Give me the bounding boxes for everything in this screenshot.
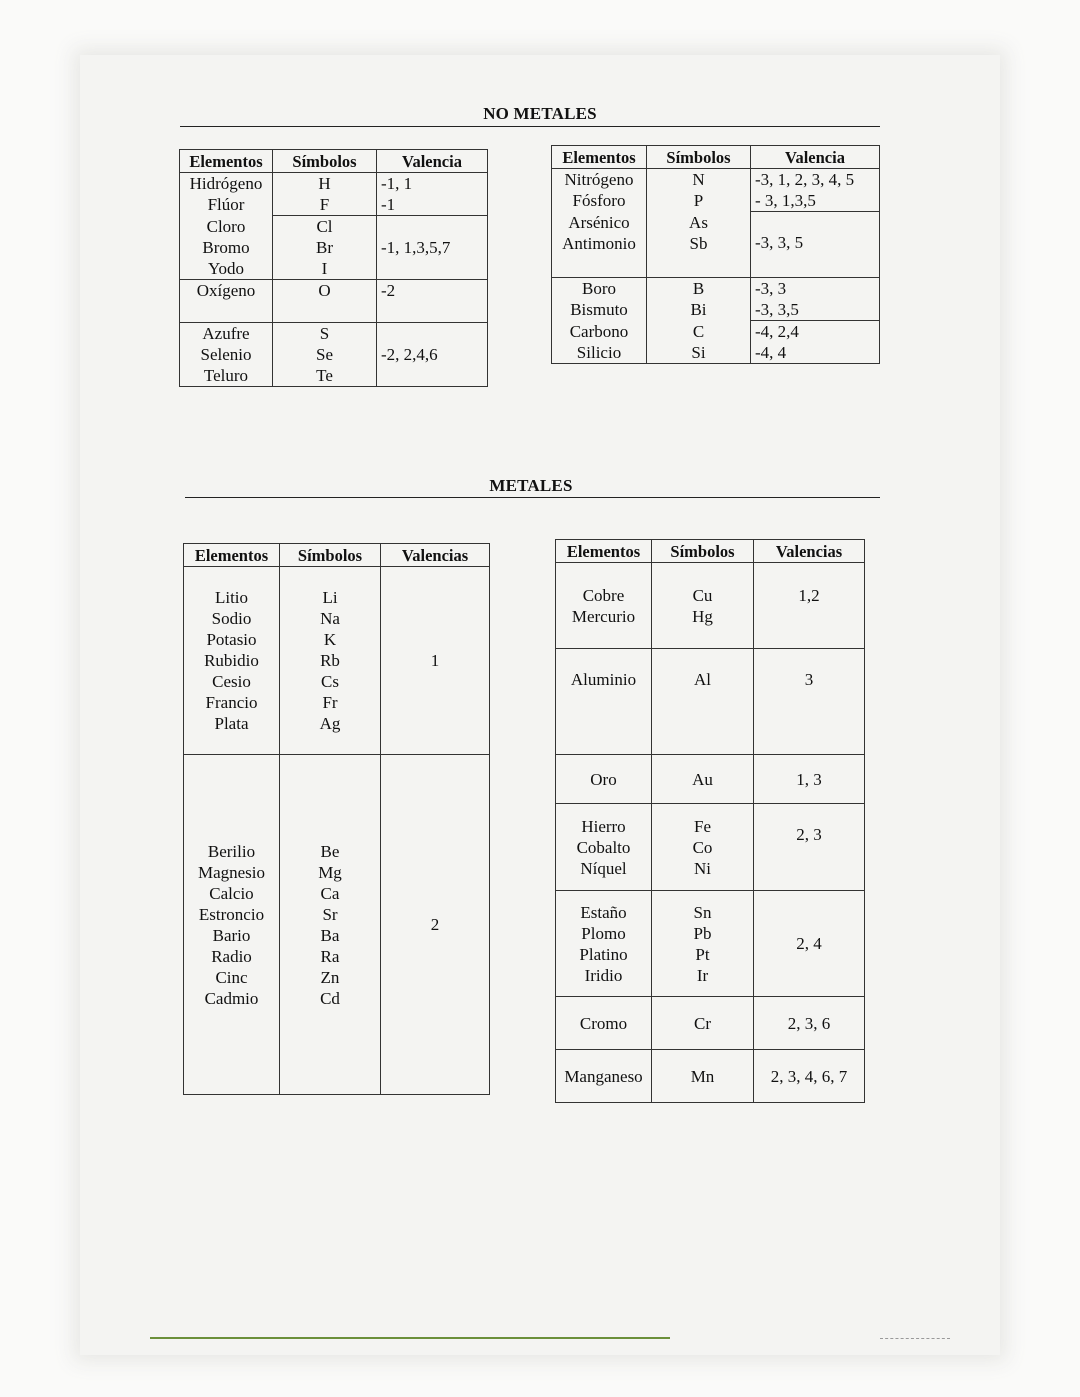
element-symbol: Ag <box>319 714 341 733</box>
header-elementos: Elementos <box>184 544 280 567</box>
valence-value: -4, 2,4 <box>755 322 799 341</box>
table-row <box>552 321 880 364</box>
element-name: Fósforo <box>572 191 626 211</box>
element-symbol: Ni <box>694 858 711 878</box>
element-name: Antimonio <box>562 233 636 253</box>
element-symbol: Ra <box>320 946 340 966</box>
table-row <box>180 280 488 323</box>
element-name: Cesio <box>212 672 251 691</box>
table-row <box>556 563 865 649</box>
element-symbol: P <box>693 191 704 211</box>
element-symbol: Au <box>652 755 754 804</box>
element-symbol: I <box>321 259 328 278</box>
valence-value: -1 <box>381 195 396 214</box>
valence-value: 1,2 <box>754 563 865 649</box>
valence-value: 2, 3, 6 <box>754 997 865 1050</box>
header-valencias: Valencias <box>381 544 490 567</box>
valence-value: 2, 3, 4, 6, 7 <box>754 1050 865 1103</box>
element-symbol: Be <box>320 841 340 861</box>
valence-value: 1, 3 <box>754 755 865 804</box>
element-symbol: B <box>692 279 705 299</box>
element-name: Bario <box>212 925 251 945</box>
element-name: Cadmio <box>204 988 259 1008</box>
element-name: Arsénico <box>568 212 630 232</box>
no-metales-title: NO METALES <box>483 104 597 123</box>
metales-title: METALES <box>489 476 573 495</box>
element-name: Níquel <box>580 858 627 878</box>
element-name: Silicio <box>576 342 622 362</box>
element-name: Oro <box>556 755 652 804</box>
header-valencia: Valencia <box>377 150 488 173</box>
element-symbol: Sb <box>689 233 708 253</box>
element-symbol: Pt <box>695 944 710 964</box>
valence-value: -2 <box>377 280 488 323</box>
metales-left-table <box>183 543 490 1095</box>
header-simbolos: Símbolos <box>273 150 377 173</box>
element-symbol: H <box>318 174 331 193</box>
table-row <box>556 649 865 755</box>
element-symbol: Cu <box>692 586 713 605</box>
table-row <box>180 323 488 387</box>
valence-value: -4, 4 <box>755 343 787 362</box>
element-name: Mercurio <box>571 607 636 626</box>
element-name: Plata <box>214 714 249 733</box>
element-name: Hierro <box>581 816 626 836</box>
element-symbol: F <box>319 195 330 214</box>
element-symbol: Si <box>691 342 706 362</box>
valence-value: 2 <box>381 755 490 1095</box>
element-name: Sodio <box>211 609 252 628</box>
valence-value: -1, 1 <box>381 174 413 193</box>
element-symbol: Sn <box>693 902 712 922</box>
element-symbol: Pb <box>693 923 712 943</box>
table-row <box>184 755 490 1095</box>
table-row <box>180 173 488 216</box>
valence-value: 2, 3 <box>754 804 865 891</box>
element-symbol: Se <box>316 345 333 364</box>
header-simbolos: Símbolos <box>280 544 381 567</box>
element-name: Nitrógeno <box>564 170 634 190</box>
element-name: Plomo <box>581 923 626 943</box>
element-symbol: Cs <box>321 672 339 691</box>
element-name: Cromo <box>556 997 652 1050</box>
element-name: Berilio <box>207 841 256 861</box>
element-name: Manganeso <box>556 1050 652 1103</box>
header-elementos: Elementos <box>556 540 652 563</box>
table-row <box>552 169 880 212</box>
element-name: Cobre <box>582 586 625 605</box>
bottom-edge-line <box>150 1337 670 1339</box>
element-symbol: C <box>692 321 705 341</box>
element-name: Cobalto <box>576 837 631 857</box>
no-metales-rule <box>180 126 880 127</box>
element-symbol: Sr <box>322 904 338 924</box>
element-symbol: Na <box>320 609 340 628</box>
valence-value: - 3, 1,3,5 <box>755 191 816 210</box>
valence-value: -3, 3 <box>755 279 787 298</box>
valence-value: 3 <box>754 649 865 755</box>
element-name: Aluminio <box>556 649 652 755</box>
table-row <box>556 804 865 891</box>
element-symbol: Te <box>316 366 333 385</box>
element-name: Estroncio <box>198 904 265 924</box>
element-symbol: Ba <box>320 925 340 945</box>
element-symbol: K <box>323 630 337 649</box>
table-row <box>556 755 865 804</box>
header-valencias: Valencias <box>754 540 865 563</box>
header-elementos: Elementos <box>552 146 647 169</box>
element-name: Estaño <box>580 902 627 922</box>
element-name: Potasio <box>206 630 257 649</box>
valence-value: -3, 3, 5 <box>751 212 880 278</box>
table-row <box>552 212 880 278</box>
element-name: Iridio <box>584 965 623 985</box>
element-symbol: Bi <box>690 300 707 320</box>
valence-value: -3, 3,5 <box>755 300 799 319</box>
element-name: Francio <box>205 693 258 712</box>
element-symbol: Mg <box>318 862 342 882</box>
element-symbol: O <box>273 280 377 323</box>
element-symbol: Mn <box>652 1050 754 1103</box>
valence-value: -2, 2,4,6 <box>377 323 488 387</box>
element-symbol: As <box>689 212 708 232</box>
element-symbol: Al <box>652 649 754 755</box>
element-symbol: Rb <box>320 651 340 670</box>
valence-value: 1 <box>381 567 490 755</box>
element-name: Flúor <box>207 195 245 215</box>
table-row <box>556 997 865 1050</box>
element-name: Yodo <box>207 258 245 278</box>
element-name: Bismuto <box>570 300 628 320</box>
element-symbol: S <box>319 324 330 343</box>
element-name: Platino <box>579 944 628 964</box>
table-row <box>556 891 865 997</box>
element-name: Bromo <box>202 237 250 257</box>
element-name: Hidrógeno <box>189 174 263 194</box>
element-name: Radio <box>211 946 252 966</box>
bottom-edge-dash <box>880 1338 950 1339</box>
valence-value: -1, 1,3,5,7 <box>377 216 488 280</box>
element-symbol: Ir <box>696 965 709 985</box>
element-name: Litio <box>214 588 249 607</box>
table-row <box>180 216 488 280</box>
element-symbol: Br <box>316 238 333 257</box>
element-symbol: Li <box>322 588 338 607</box>
table-row <box>556 1050 865 1103</box>
element-symbol: N <box>692 170 705 190</box>
element-name: Rubidio <box>204 651 259 670</box>
element-name: Boro <box>582 279 616 299</box>
element-symbol: Fe <box>694 816 711 836</box>
metales-rule <box>185 497 880 498</box>
no-metales-left-table <box>179 149 488 387</box>
table-row <box>184 567 490 755</box>
element-symbol: Zn <box>320 967 340 987</box>
table-row <box>552 278 880 321</box>
element-name: Selenio <box>200 345 252 364</box>
header-elementos: Elementos <box>180 150 273 173</box>
element-name: Calcio <box>209 883 254 903</box>
element-symbol: Cr <box>652 997 754 1050</box>
element-symbol: Fr <box>322 693 338 712</box>
header-valencia: Valencia <box>751 146 880 169</box>
header-simbolos: Símbolos <box>652 540 754 563</box>
element-name: Cinc <box>215 967 248 987</box>
element-symbol: Cl <box>316 217 333 236</box>
element-symbol: Co <box>692 837 713 857</box>
element-symbol: Cd <box>320 988 340 1008</box>
metales-right-table <box>555 539 865 1103</box>
valence-value: -3, 1, 2, 3, 4, 5 <box>755 170 855 189</box>
header-simbolos: Símbolos <box>647 146 751 169</box>
element-name: Teluro <box>203 366 249 385</box>
element-name: Carbono <box>569 321 629 341</box>
element-symbol: Hg <box>692 607 713 626</box>
element-symbol: Ca <box>320 883 340 903</box>
no-metales-right-table <box>551 145 880 364</box>
element-name: Oxígeno <box>180 280 273 323</box>
valence-value: 2, 4 <box>754 891 865 997</box>
element-name: Magnesio <box>197 862 266 882</box>
element-name: Cloro <box>206 216 246 236</box>
element-name: Azufre <box>202 324 250 343</box>
